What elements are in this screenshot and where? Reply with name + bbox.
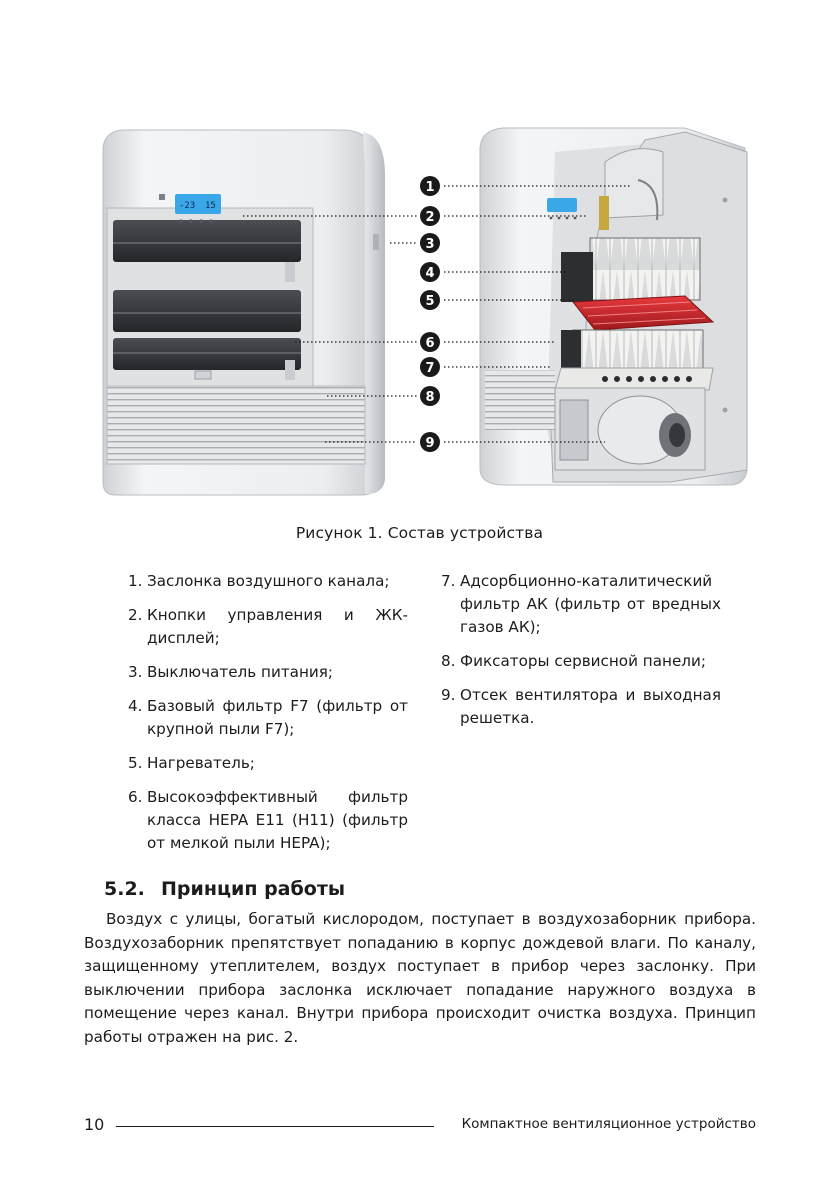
callout-5 <box>420 290 440 310</box>
list-item: 2. Кнопки управления и ЖК-дисплей; <box>128 606 408 647</box>
callout-8 <box>420 386 440 406</box>
device-cutaway-view <box>480 128 747 485</box>
lcd-left-value: -23 <box>179 201 196 211</box>
section-title: Принцип работы <box>161 878 346 900</box>
parts-list-right <box>441 570 721 741</box>
section-number: 5.2. <box>104 878 145 900</box>
figure-caption: Рисунок 1. Состав устройства <box>295 524 544 542</box>
device-front-view <box>103 130 385 495</box>
svg-text:7: 7 <box>425 361 435 376</box>
callout-4 <box>420 262 440 282</box>
list-item: 6. Высокоэффективный фильтр класса HEPA E11 (H11) (фильтр от мелкой пыли HEPA); <box>128 788 408 852</box>
svg-text:9: 9 <box>425 436 435 451</box>
list-item: 7. Адсорбционно-каталитический фильтр АК (фильтр от вредных газов АК); <box>441 572 721 636</box>
device-figure <box>85 90 765 520</box>
lcd-display-cutaway <box>547 198 577 212</box>
page-footer <box>84 1115 756 1137</box>
list-item: 1. Заслонка воздушного канала; <box>128 572 390 590</box>
list-item: 9. Отсек вентилятора и выходная решетка. <box>441 686 721 727</box>
lcd-right-value: 15 <box>205 201 216 211</box>
callout-markers <box>420 176 440 452</box>
svg-text:3: 3 <box>425 237 435 252</box>
svg-text:4: 4 <box>425 266 435 281</box>
svg-text:5: 5 <box>425 294 435 309</box>
svg-text:6: 6 <box>425 336 435 351</box>
list-item: 5. Нагреватель; <box>128 754 255 772</box>
svg-text:1: 1 <box>425 180 435 195</box>
page-number: 10 <box>84 1115 105 1134</box>
callout-9 <box>420 432 440 452</box>
list-item: 8. Фиксаторы сервисной панели; <box>441 652 707 670</box>
list-item: 3. Выключатель питания; <box>128 663 334 681</box>
svg-text:2: 2 <box>425 210 435 225</box>
callout-6 <box>420 332 440 352</box>
svg-text:8: 8 <box>425 390 435 405</box>
footer-rule <box>116 1126 434 1127</box>
list-item: 4. Базовый фильтр F7 (фильтр от крупной пыли F7); <box>128 697 408 738</box>
section-paragraph: Воздух с улицы, богатый кислородом, поступает в воздухозаборник прибора. Воздухозаборник препятствует попаданию в корпус дождевой влаги. По каналу, защищенному утеплителем, воздух поступает в прибор через заслонку. При выключении прибора заслонка исключает попадание наружного воздуха в помещение через канал. Внутри прибора происходит очистка воздуха. Принцип работы отражен на рис. 2. <box>84 910 756 1046</box>
parts-list-left <box>128 570 408 866</box>
callout-7 <box>420 357 440 377</box>
power-switch <box>373 234 379 250</box>
callout-2 <box>420 206 440 226</box>
callout-3 <box>420 233 440 253</box>
footer-title: Компактное вентиляционное устройство <box>461 1116 756 1132</box>
callout-1 <box>420 176 440 196</box>
section-heading <box>104 878 345 900</box>
